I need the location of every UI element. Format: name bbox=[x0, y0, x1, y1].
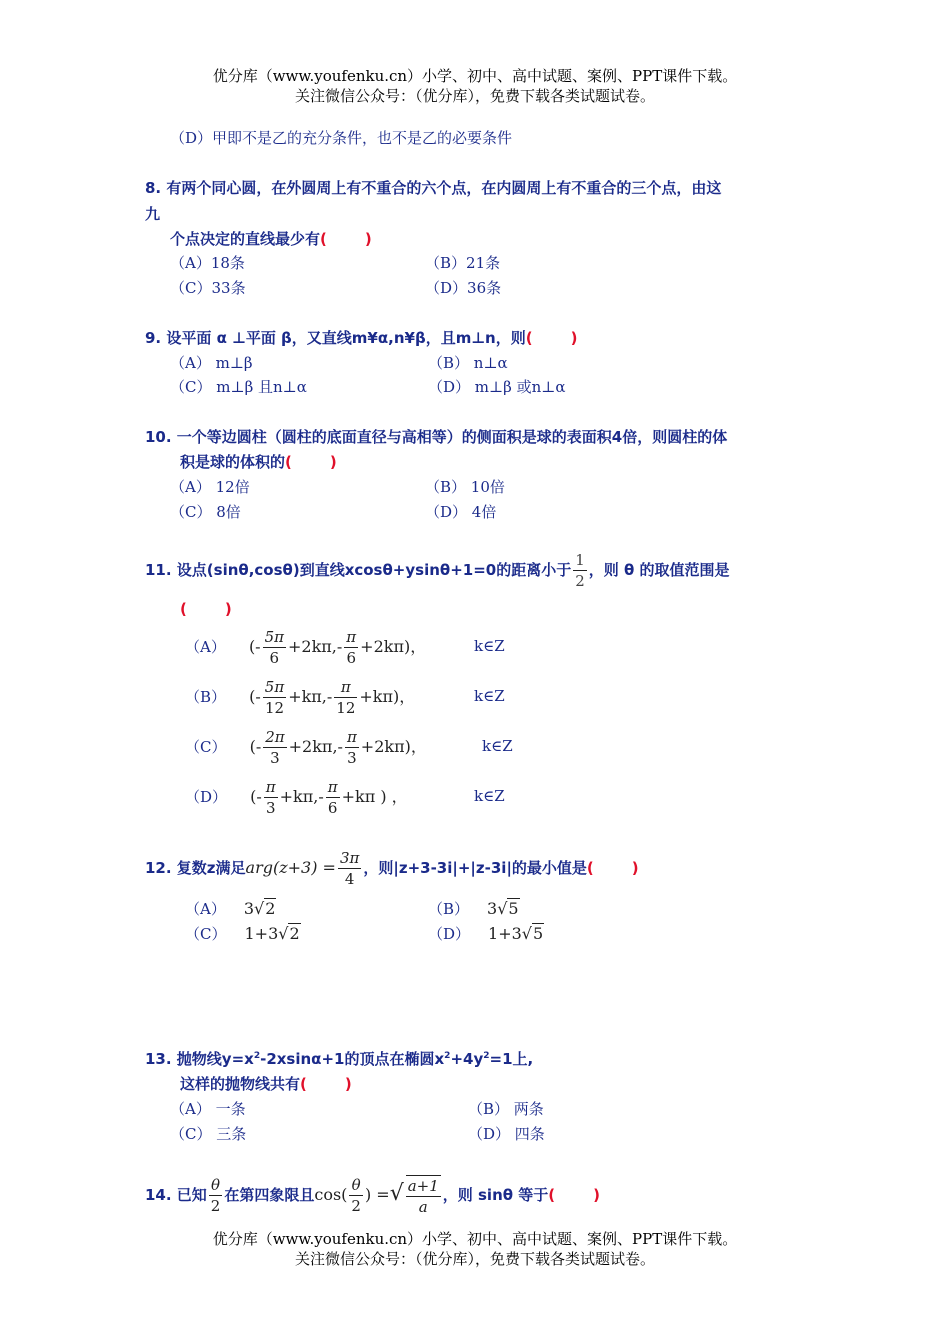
q8-stem-line-3 bbox=[170, 228, 372, 249]
q12-option-c: （C） 1+3√2 bbox=[185, 924, 300, 943]
q10-option-b: （B） 10倍 bbox=[425, 478, 505, 496]
q12-option-a: （A） 3√2 bbox=[185, 899, 276, 918]
q13-option-a: （A） 一条 bbox=[170, 1100, 246, 1118]
q10-option-a: （A） 12倍 bbox=[170, 478, 250, 496]
header-line-1: 优分库（www.youfenku.cn）小学、初中、高中试题、案例、PPT课件下载。 bbox=[212, 67, 738, 85]
q11-option-c: （C） (- $\frac{2\pi}{3}$ +2kπ,- $\frac{\pi}{3}$ +2kπ)， bbox=[185, 728, 427, 767]
q14-cos-arg: $\frac{\theta}{2}$ bbox=[351, 1176, 361, 1215]
q13-stem-line-2: 这样的抛物线共有( ) bbox=[180, 1075, 352, 1093]
q13-option-c: （C） 三条 bbox=[170, 1125, 247, 1143]
q11-stem-text-1: 11. 设点(sinθ,cosθ)到直线xcosθ+ysinθ+1=0的距离小于 bbox=[145, 561, 572, 579]
q11-option-a: （A） (- $\frac{5\pi}{6}$ +2kπ,- $\frac{\pi}{6}$ +2kπ)， bbox=[185, 628, 427, 667]
q9-option-d: （D） m⊥β 或n⊥α bbox=[428, 378, 566, 396]
footer-line-1: 优分库（www.youfenku.cn）小学、初中、高中试题、案例、PPT课件下载。 bbox=[212, 1230, 738, 1248]
q10-answer-open: ( bbox=[285, 453, 292, 471]
q10-option-d: （D） 4倍 bbox=[425, 503, 497, 521]
q11-half-fraction: $\frac{1}{2}$ bbox=[575, 551, 585, 590]
q8-stem-line-2: 九 bbox=[145, 205, 161, 223]
header-line-2: 关注微信公众号：（优分库），免费下载各类试题试卷。 bbox=[294, 87, 655, 105]
q12-stem: 12. 复数z满足arg(z+3) = $\frac{3\pi}{4}$ ，则|z+3-3i|+|z-3i|的最小值是( ) bbox=[145, 849, 639, 888]
q8-answer-close: ) bbox=[364, 230, 372, 248]
q12-option-b: （B） 3√5 bbox=[428, 899, 519, 918]
q8-option-b: （B）21条 bbox=[425, 254, 501, 272]
q14-stem: 14. 已知 $\frac{\theta}{2}$ 在第四象限且cos( $\frac{\theta}{2}$ ) =√ $\frac{a+1}{a}$ ，则 sinθ 等于( ) bbox=[145, 1176, 600, 1216]
q9-answer-open: ( bbox=[525, 329, 533, 347]
q14-theta-half: $\frac{\theta}{2}$ bbox=[210, 1176, 221, 1215]
q12-fraction: $\frac{3\pi}{4}$ bbox=[339, 849, 360, 888]
q12-stem-text-1: 12. 复数z满足 bbox=[145, 859, 246, 877]
q11-option-b-kz: k∈Z bbox=[474, 687, 505, 705]
q11-stem bbox=[145, 550, 730, 591]
q14-radical-fraction: $\frac{a+1}{a}$ bbox=[407, 1176, 439, 1216]
q9-stem bbox=[145, 327, 577, 348]
footer-line-2: 关注微信公众号：（优分库），免费下载各类试题试卷。 bbox=[294, 1250, 655, 1268]
q9-option-b: （B） n⊥α bbox=[428, 354, 508, 372]
q12-arg: arg(z+3) = bbox=[245, 858, 336, 877]
q11-option-a-kz: k∈Z bbox=[474, 637, 505, 655]
q13-option-d: （D） 四条 bbox=[468, 1125, 545, 1143]
q9-stem-text: 9. 设平面 α ⊥平面 β，又直线m¥α,n¥β，且m⊥n，则 bbox=[145, 329, 526, 347]
q11-option-c-kz: k∈Z bbox=[482, 737, 513, 755]
q10-stem-line-2 bbox=[180, 451, 337, 472]
q9-option-c: （C） m⊥β 且n⊥α bbox=[170, 378, 307, 396]
q13-stem-line-1: 13. 抛物线$y=x^2-2xsin\alpha+1$的顶点在椭圆$x^2+4y^2=1$上, bbox=[145, 1050, 534, 1068]
q12-stem-text-2: ，则|z+3-3i|+|z-3i|的最小值是 bbox=[363, 859, 587, 877]
q8-answer-open: ( bbox=[320, 230, 327, 248]
q8-stem-text: 个点决定的直线最少有 bbox=[170, 230, 321, 248]
q11-option-b: （B） (- $\frac{5\pi}{12}$ +kπ,- $\frac{\pi}{12}$ +kπ)， bbox=[185, 678, 416, 717]
q8-stem-line-1: 8. 有两个同心圆，在外圆周上有不重合的六个点，在内圆周上有不重合的三个点，由这 bbox=[145, 179, 722, 197]
q10-option-c: （C） 8倍 bbox=[170, 503, 241, 521]
q11-option-d: （D） (- $\frac{\pi}{3}$ +kπ,- $\frac{\pi}{6}$ +kπ ) ， bbox=[185, 778, 408, 817]
q7-option-d: （D）甲即不是乙的充分条件，也不是乙的必要条件 bbox=[170, 129, 513, 147]
q11-answer-blank: ( ) bbox=[180, 600, 232, 618]
q13-option-b: （B） 两条 bbox=[468, 1100, 544, 1118]
q9-option-a: （A） m⊥β bbox=[170, 354, 253, 372]
q8-option-d: （D）36条 bbox=[425, 279, 502, 297]
q11-stem-text-2: ，则 θ 的取值范围是 bbox=[588, 561, 730, 579]
q10-answer-close: ) bbox=[329, 453, 337, 471]
q12-option-d: （D） 1+3√5 bbox=[428, 924, 544, 943]
q9-answer-close: ) bbox=[570, 329, 578, 347]
q10-stem-line-1: 10. 一个等边圆柱（圆柱的底面直径与高相等）的侧面积是球的表面积4倍，则圆柱的体 bbox=[145, 428, 728, 446]
q11-option-d-kz: k∈Z bbox=[474, 787, 505, 805]
q8-option-a: （A）18条 bbox=[170, 254, 245, 272]
q8-option-c: （C）33条 bbox=[170, 279, 246, 297]
q10-stem-text: 积是球的体积的 bbox=[180, 453, 286, 471]
